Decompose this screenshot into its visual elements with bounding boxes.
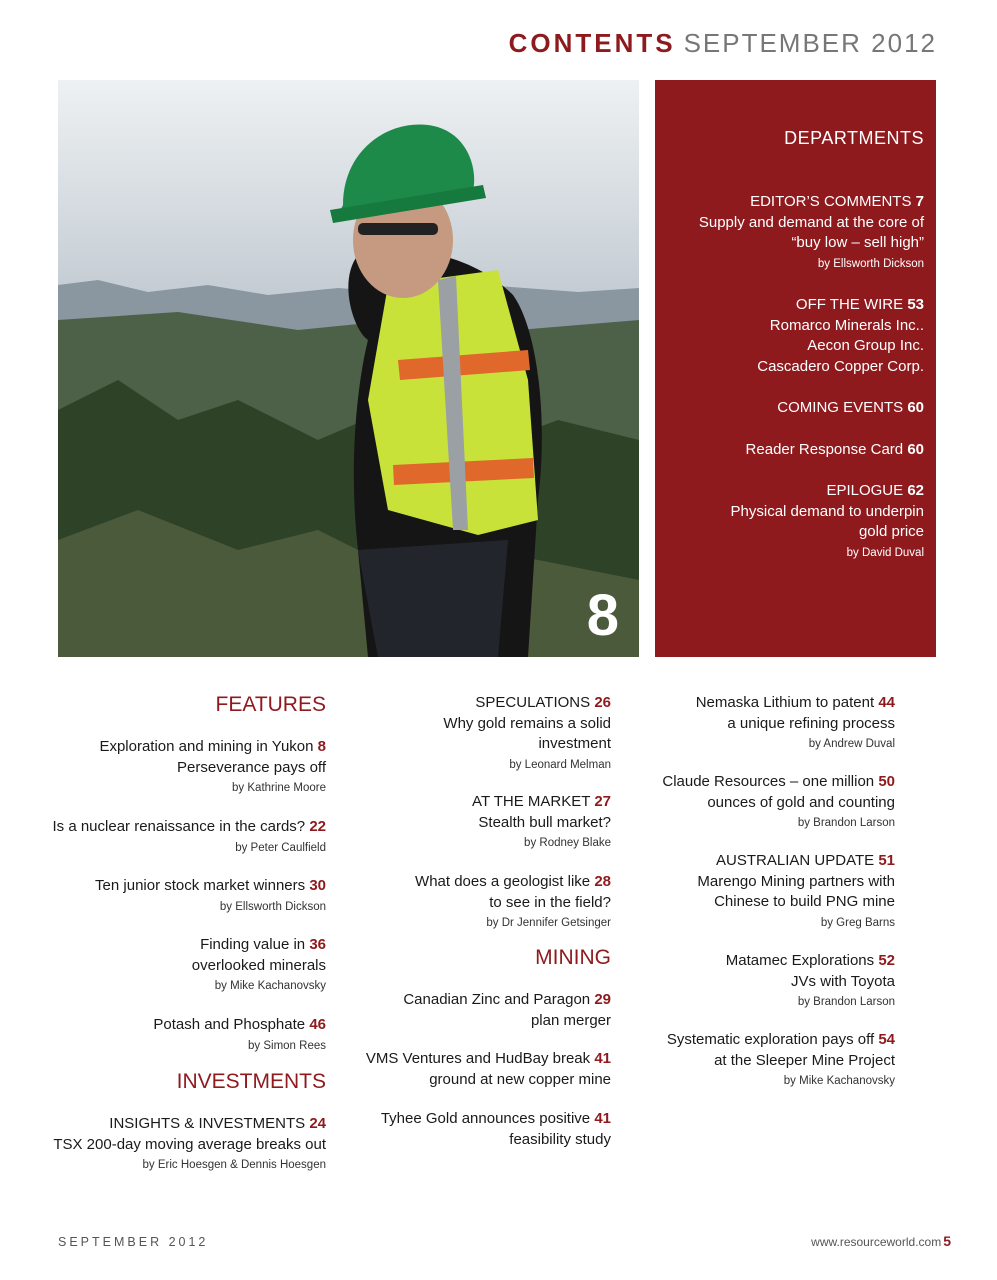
speculations-entry[interactable]: SPECULATIONS 26 Why gold remains a solid investment by Leonard Melman (443, 694, 611, 771)
feature-potash[interactable]: Potash and Phosphate 46 by Simon Rees (153, 1016, 326, 1052)
nemaska-entry[interactable]: Nemaska Lithium to patent 44 a unique refining process by Andrew Duval (695, 694, 895, 750)
at-the-market-entry[interactable]: AT THE MARKET 27 Stealth bull market? by Rodney Blake (472, 793, 611, 849)
photo-page-number: 8 (586, 583, 619, 648)
geologist-entry[interactable]: What does a geologist like 28 to see in the field? by Dr Jennifer Getsinger (415, 873, 611, 929)
features-heading: FEATURES (215, 693, 326, 716)
mining-heading: MINING (535, 946, 611, 969)
footer-right (811, 1233, 951, 1249)
footer-page-number: 5 (943, 1233, 951, 1249)
photo-illustration (58, 80, 639, 657)
page-header (509, 28, 937, 59)
dept-coming-events[interactable]: COMING EVENTS 60 (777, 399, 924, 416)
feature-nuclear[interactable]: Is a nuclear renaissance in the cards? 22 by Peter Caulfield (52, 818, 326, 854)
contents-title: CONTENTS (508, 28, 676, 58)
mining-canadian-zinc[interactable]: Canadian Zinc and Paragon 29 plan merger (403, 991, 611, 1029)
systematic-entry[interactable]: Systematic exploration pays off 54 at the Sleeper Mine Project by Mike Kachanovsky (666, 1031, 895, 1087)
mining-tyhee-gold[interactable]: Tyhee Gold announces positive 41 feasibility study (380, 1110, 611, 1148)
australian-update-entry[interactable]: AUSTRALIAN UPDATE 51 Marengo Mining partners with Chinese to build PNG mine by Greg Barns (697, 852, 895, 929)
dept-off-the-wire[interactable]: OFF THE WIRE 53 Romarco Minerals Inc.. Aecon Group Inc. Cascadero Copper Corp. (757, 296, 924, 375)
matamec-entry[interactable]: Matamec Explorations 52 JVs with Toyota by Brandon Larson (725, 952, 895, 1008)
investments-insights[interactable]: INSIGHTS & INVESTMENTS 24 TSX 200-day moving average breaks out by Eric Hoesgen & Dennis Hoesgen (53, 1115, 326, 1171)
departments-panel (655, 80, 936, 657)
footer-issue-date: SEPTEMBER 2012 (58, 1235, 209, 1249)
feature-finding-value[interactable]: Finding value in 36 overlooked minerals by Mike Kachanovsky (191, 936, 326, 992)
cover-photo (58, 80, 639, 657)
mining-vms-ventures[interactable]: VMS Ventures and HudBay break 41 ground at new copper mine (365, 1050, 611, 1088)
feature-junior-stocks[interactable]: Ten junior stock market winners 30 by Ellsworth Dickson (95, 877, 326, 913)
dept-reader-response[interactable]: Reader Response Card 60 (745, 441, 924, 458)
departments-heading: DEPARTMENTS (784, 128, 924, 148)
footer-url[interactable]: www.resourceworld.com (811, 1235, 942, 1249)
dept-epilogue[interactable]: EPILOGUE 62 Physical demand to underpin gold price by David Duval (730, 482, 924, 559)
feature-yukon[interactable]: Exploration and mining in Yukon 8 Perseverance pays off by Kathrine Moore (99, 738, 326, 794)
investments-heading: INVESTMENTS (176, 1070, 326, 1093)
dept-editors-comments[interactable]: EDITOR’S COMMENTS 7 Supply and demand at the core of “buy low – sell high” by Ellsworth Dickson (698, 193, 924, 270)
issue-date: SEPTEMBER 2012 (683, 28, 937, 58)
claude-entry[interactable]: Claude Resources – one million 50 ounces of gold and counting by Brandon Larson (662, 773, 895, 829)
